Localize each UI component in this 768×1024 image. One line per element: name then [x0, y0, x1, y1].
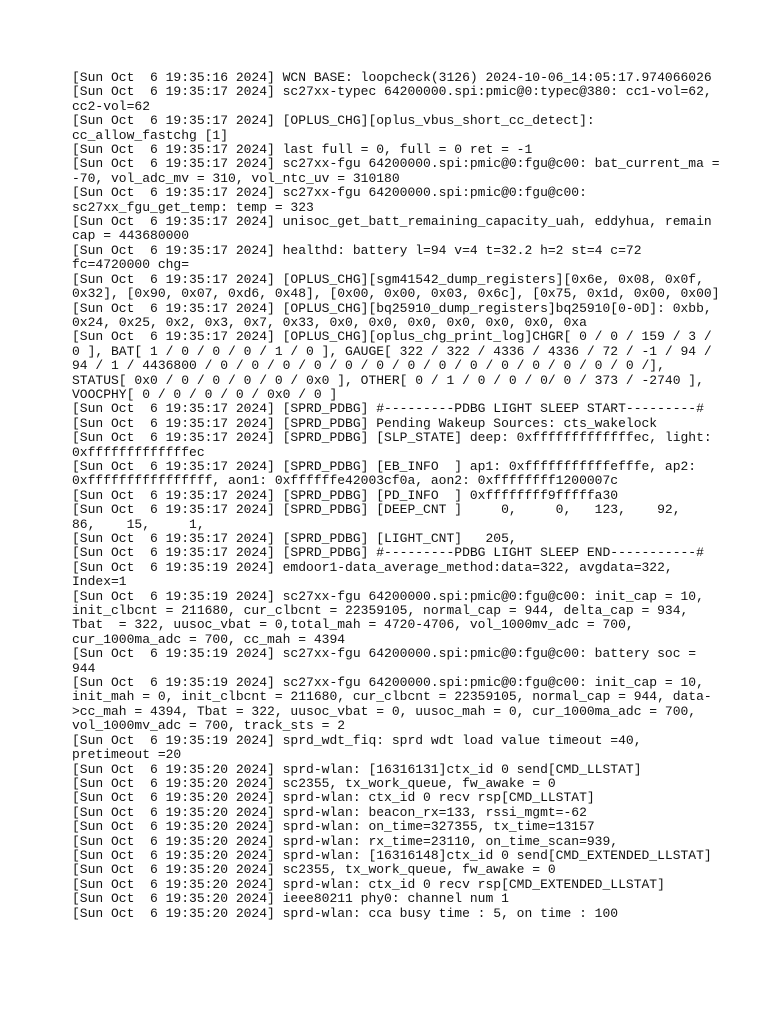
log-line: fc=4720000 chg= — [72, 257, 190, 273]
log-line: [Sun Oct 6 19:35:17 2024] sc27xx-fgu 64200000.spi:pmic@0:fgu@c00: — [72, 185, 587, 201]
log-line: cc2-vol=62 — [72, 98, 151, 114]
log-line: [Sun Oct 6 19:35:20 2024] sprd-wlan: on_time=327355, tx_time=13157 — [72, 819, 595, 835]
log-line: [Sun Oct 6 19:35:20 2024] sprd-wlan: rx_time=23110, on_time_scan=939, — [72, 833, 619, 849]
log-line: [Sun Oct 6 19:35:17 2024] [OPLUS_CHG][oplus_chg_print_log]CHGR[ 0 / 0 / 159 / 3 / — [72, 329, 712, 345]
log-line: init_mah = 0, init_clbcnt = 211680, cur_clbcnt = 22359105, normal_cap = 944, data- — [72, 689, 712, 705]
log-line: [Sun Oct 6 19:35:17 2024] [SPRD_PDBG] [PD_INFO ] 0xffffffff9fffffa30 — [72, 487, 619, 503]
log-line: [Sun Oct 6 19:35:17 2024] [OPLUS_CHG][oplus_vbus_short_cc_detect]: — [72, 113, 595, 129]
log-line: vol_1000mv_adc = 700, track_sts = 2 — [72, 718, 346, 734]
log-line: [Sun Oct 6 19:35:17 2024] [OPLUS_CHG][sgm41542_dump_registers][0x6e, 0x08, 0x0f, — [72, 271, 704, 287]
log-line: sc27xx_fgu_get_temp: temp = 323 — [72, 199, 314, 215]
log-line: Tbat = 322, uusoc_vbat = 0,total_mah = 4720-4706, vol_1000mv_adc = 700, — [72, 617, 634, 633]
log-line: [Sun Oct 6 19:35:20 2024] sprd-wlan: ctx_id 0 recv rsp[CMD_EXTENDED_LLSTAT] — [72, 876, 665, 892]
log-line: >cc_mah = 4394, Tbat = 322, uusoc_vbat = 0, uusoc_mah = 0, cur_1000ma_adc = 700, — [72, 703, 697, 719]
log-line: [Sun Oct 6 19:35:19 2024] sc27xx-fgu 64200000.spi:pmic@0:fgu@c00: battery soc = — [72, 646, 697, 662]
log-line: [Sun Oct 6 19:35:17 2024] [SPRD_PDBG] Pending Wakeup Sources: cts_wakelock — [72, 415, 658, 431]
log-line: [Sun Oct 6 19:35:17 2024] sc27xx-typec 64200000.spi:pmic@0:typec@380: cc1-vol=62, — [72, 84, 712, 100]
log-line: 86, 15, 1, — [72, 516, 205, 532]
log-line: [Sun Oct 6 19:35:20 2024] sprd-wlan: [16316131]ctx_id 0 send[CMD_LLSTAT] — [72, 761, 642, 777]
log-line: 944 — [72, 660, 96, 676]
log-line: [Sun Oct 6 19:35:17 2024] [SPRD_PDBG] [SLP_STATE] deep: 0xfffffffffffffec, light: — [72, 430, 712, 446]
log-line: [Sun Oct 6 19:35:17 2024] [SPRD_PDBG] #---------PDBG LIGHT SLEEP END-----------# — [72, 545, 704, 561]
log-line: [Sun Oct 6 19:35:17 2024] [SPRD_PDBG] [EB_INFO ] ap1: 0xfffffffffffefffe, ap2: — [72, 458, 697, 474]
log-line: 0xfffffffffffffec — [72, 444, 205, 460]
log-line: [Sun Oct 6 19:35:16 2024] WCN BASE: loopcheck(3126) 2024-10-06_14:05:17.974066026 — [72, 70, 712, 85]
log-line: STATUS[ 0x0 / 0 / 0 / 0 / 0 / 0x0 ], OTHER[ 0 / 1 / 0 / 0 / 0/ 0 / 373 / -2740 ], — [72, 372, 704, 388]
log-line: [Sun Oct 6 19:35:17 2024] healthd: battery l=94 v=4 t=32.2 h=2 st=4 c=72 — [72, 242, 642, 258]
log-line: 0xffffffffffffffff, aon1: 0xffffffe42003cf0a, aon2: 0xffffffff1200007c — [72, 473, 619, 489]
log-line: [Sun Oct 6 19:35:20 2024] sprd-wlan: ctx_id 0 recv rsp[CMD_LLSTAT] — [72, 790, 595, 806]
log-line: [Sun Oct 6 19:35:17 2024] [SPRD_PDBG] #---------PDBG LIGHT SLEEP START---------# — [72, 401, 704, 417]
log-line: 94 / 1 / 4436800 / 0 / 0 / 0 / 0 / 0 / 0 / 0 / 0 / 0 / 0 / 0 / 0 / 0 / 0 /], — [72, 358, 665, 374]
log-line: [Sun Oct 6 19:35:20 2024] sc2355, tx_work_queue, fw_awake = 0 — [72, 775, 556, 791]
log-line: [Sun Oct 6 19:35:20 2024] ieee80211 phy0: channel num 1 — [72, 891, 509, 907]
log-line: Index=1 — [72, 574, 127, 590]
log-line: [Sun Oct 6 19:35:17 2024] [SPRD_PDBG] [LIGHT_CNT] 205, — [72, 531, 517, 546]
log-line: cc_allow_fastchg [1] — [72, 127, 229, 143]
log-line: [Sun Oct 6 19:35:20 2024] sprd-wlan: cca busy time : 5, on time : 100 — [72, 905, 619, 921]
log-line: -70, vol_adc_mv = 310, vol_ntc_uv = 310180 — [72, 170, 400, 186]
log-line: cur_1000ma_adc = 700, cc_mah = 4394 — [72, 631, 346, 647]
log-line: [Sun Oct 6 19:35:19 2024] emdoor1-data_average_method:data=322, avgdata=322, — [72, 559, 673, 575]
log-line: [Sun Oct 6 19:35:19 2024] sprd_wdt_fiq: sprd wdt load value timeout =40, — [72, 732, 642, 748]
log-line: pretimeout =20 — [72, 747, 182, 763]
log-line: cap = 443680000 — [72, 228, 190, 244]
log-document — [72, 70, 720, 921]
log-line: [Sun Oct 6 19:35:19 2024] sc27xx-fgu 64200000.spi:pmic@0:fgu@c00: init_cap = 10, — [72, 588, 704, 604]
log-line: [Sun Oct 6 19:35:17 2024] last full = 0, full = 0 ret = -1 — [72, 142, 533, 158]
log-line: 0 ], BAT[ 1 / 0 / 0 / 0 / 1 / 0 ], GAUGE[ 322 / 322 / 4336 / 4336 / 72 / -1 / 94 / — [72, 343, 712, 359]
log-line: [Sun Oct 6 19:35:20 2024] sc2355, tx_work_queue, fw_awake = 0 — [72, 862, 556, 878]
log-line: 0x32], [0x90, 0x07, 0xd6, 0x48], [0x00, 0x00, 0x03, 0x6c], [0x75, 0x1d, 0x00, 0x00] — [72, 286, 720, 302]
log-line: [Sun Oct 6 19:35:17 2024] unisoc_get_batt_remaining_capacity_uah, eddyhua, remain — [72, 214, 712, 230]
log-line: VOOCPHY[ 0 / 0 / 0 / 0 / 0x0 / 0 ] — [72, 386, 338, 402]
log-line: init_clbcnt = 211680, cur_clbcnt = 22359105, normal_cap = 944, delta_cap = 934, — [72, 603, 689, 619]
log-line: [Sun Oct 6 19:35:20 2024] sprd-wlan: beacon_rx=133, rssi_mgmt=-62 — [72, 804, 587, 820]
log-line: [Sun Oct 6 19:35:20 2024] sprd-wlan: [16316148]ctx_id 0 send[CMD_EXTENDED_LLSTAT] — [72, 847, 712, 863]
log-line: [Sun Oct 6 19:35:17 2024] [SPRD_PDBG] [DEEP_CNT ] 0, 0, 123, 92, — [72, 502, 681, 518]
log-line: [Sun Oct 6 19:35:19 2024] sc27xx-fgu 64200000.spi:pmic@0:fgu@c00: init_cap = 10, — [72, 675, 704, 691]
log-line: [Sun Oct 6 19:35:17 2024] [OPLUS_CHG][bq25910_dump_registers]bq25910[0-0D]: 0xbb, — [72, 300, 712, 316]
log-line: [Sun Oct 6 19:35:17 2024] sc27xx-fgu 64200000.spi:pmic@0:fgu@c00: bat_current_ma = — [72, 156, 720, 172]
log-line: 0x24, 0x25, 0x2, 0x3, 0x7, 0x33, 0x0, 0x0, 0x0, 0x0, 0x0, 0x0, 0xa — [72, 314, 587, 330]
